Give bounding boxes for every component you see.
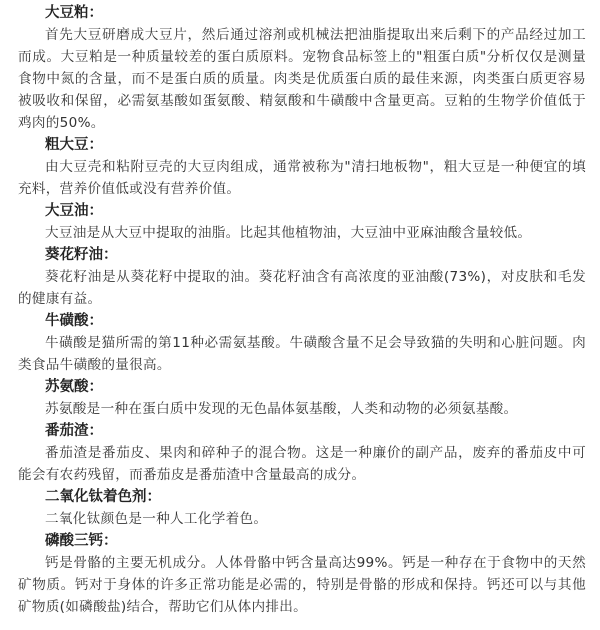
entry-term: 大豆油： [45, 203, 103, 219]
entry-description: 大豆油是从大豆中提取的油脂。比起其他植物油，大豆油中亚麻油酸含量较低。 [45, 225, 532, 241]
glossary-entry-threonine [18, 376, 586, 420]
entry-term: 苏氨酸： [45, 379, 103, 395]
entry-term: 番茄渣： [45, 423, 103, 439]
entry-term: 葵花籽油： [45, 247, 118, 263]
glossary-entry-taurine [18, 310, 586, 376]
glossary-entry-sunflower-oil [18, 244, 586, 310]
glossary-entry-soybean-hulls [18, 134, 586, 200]
entry-description: 苏氨酸是一种在蛋白质中发现的无色晶体氨基酸，人类和动物的必须氨基酸。 [45, 401, 518, 417]
entry-description: 钙是骨骼的主要无机成分。人体骨骼中钙含量高达99%。钙是一种存在于食物中的天然矿物质。钙对于身体的许多正常功能是必需的，特别是骨骼的形成和保持。钙还可以与其他矿物质(如磷酸盐)结合，帮助它们从体内排出。 [18, 555, 586, 615]
glossary-entry-titanium-dioxide [18, 486, 586, 530]
entry-description: 牛磺酸是猫所需的第11种必需氨基酸。牛磺酸含量不足会导致猫的失明和心脏问题。肉类食品牛磺酸的量很高。 [18, 335, 586, 373]
entry-term: 大豆粕： [45, 5, 103, 21]
entry-description: 首先大豆研磨成大豆片，然后通过溶剂或机械法把油脂提取出来后剩下的产品经过加工而成。大豆粕是一种质量较差的蛋白质原料。宠物食品标签上的"粗蛋白质"分析仅仅是测量食物中氮的含量，而不是蛋白质的质量。肉类是优质蛋白质的最佳来源，肉类蛋白质更容易被吸收和保留，必需氨基酸如蛋氨酸、精氨酸和牛磺酸中含量更高。豆粕的生物学价值低于鸡肉的50%。 [18, 27, 586, 131]
entry-term: 磷酸三钙： [45, 533, 118, 549]
entry-term: 牛磺酸： [45, 313, 103, 329]
entry-description: 由大豆壳和粘附豆壳的大豆肉组成，通常被称为"清扫地板物"，粗大豆是一种便宜的填充料，营养价值低或没有营养价值。 [18, 159, 586, 197]
glossary-entry-tricalcium-phosphate [18, 530, 586, 618]
glossary-entry-soybean-oil [18, 200, 586, 244]
glossary-entry-soybean-meal [18, 2, 586, 134]
glossary-entry-tomato-pomace [18, 420, 586, 486]
entry-description: 二氧化钛颜色是一种人工化学着色。 [45, 511, 268, 527]
entry-term: 粗大豆： [45, 137, 103, 153]
entry-term: 二氧化钛着色剂： [45, 489, 161, 505]
entry-description: 番茄渣是番茄皮、果肉和碎种子的混合物。这是一种廉价的副产品，废弃的番茄皮中可能会有农药残留，而番茄皮是番茄渣中含量最高的成分。 [18, 445, 586, 483]
entry-description: 葵花籽油是从葵花籽中提取的油。葵花籽油含有高浓度的亚油酸(73%)，对皮肤和毛发的健康有益。 [18, 269, 586, 307]
